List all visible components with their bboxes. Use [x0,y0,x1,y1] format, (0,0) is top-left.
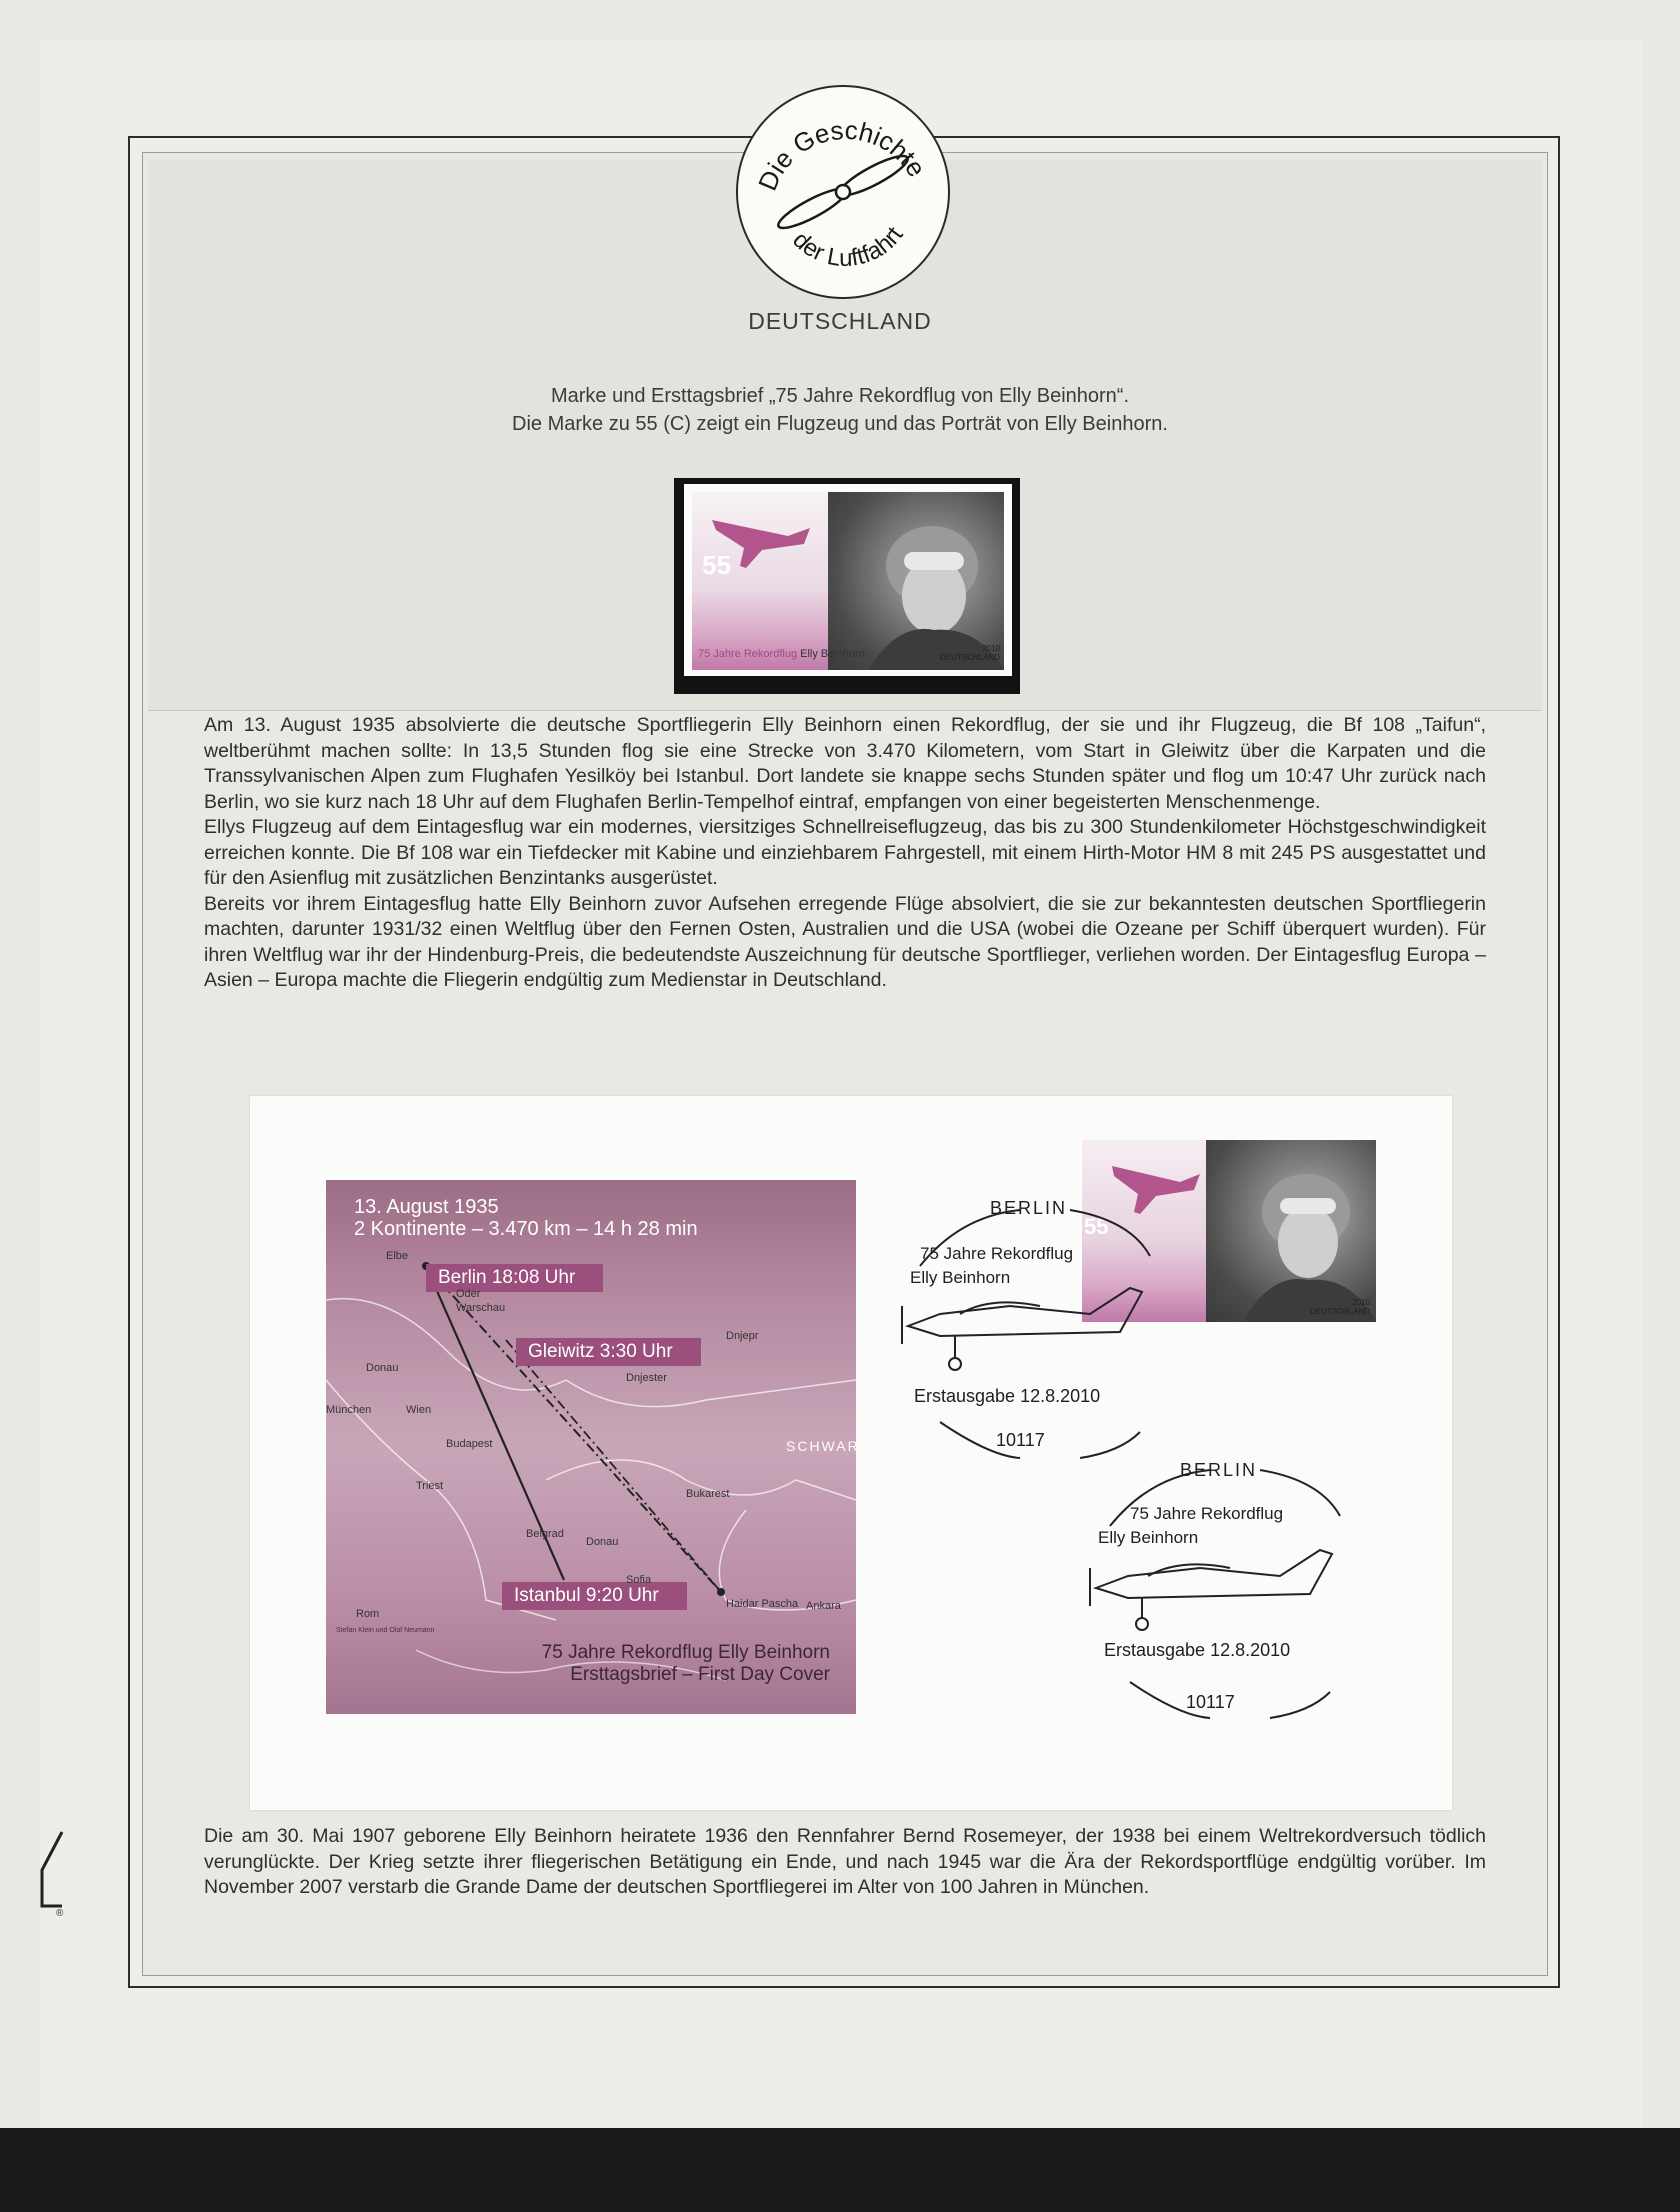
stamp-country-name: DEUTSCHLAND [939,653,1000,662]
cover-stamp-portrait [1206,1140,1376,1322]
postmark-1-line1: 75 Jahre Rekordflug [920,1244,1074,1263]
postage-stamp [684,484,1012,676]
map-place: Dnjester [626,1372,667,1384]
monoplane-icon [902,1288,1142,1370]
label-berlin: Berlin 18:08 Uhr [426,1264,603,1292]
postmark-1-line2: Elly Beinhorn [910,1268,1011,1287]
card-title [354,1196,698,1240]
map-place: Ankara [806,1600,841,1612]
postmark-2-line2: Elly Beinhorn [1098,1528,1199,1547]
label-istanbul: Istanbul 9:20 Uhr [502,1582,687,1610]
map-place: Dnjepr [726,1330,759,1342]
postmark-1-date: Erstausgabe 12.8.2010 [914,1386,1101,1406]
map-place: Warschau [456,1302,506,1314]
label-gleiwitz: Gleiwitz 3:30 Uhr [516,1338,701,1366]
cover-stamp-country [1310,1298,1370,1316]
stamp-year: 2010 [982,644,1000,653]
intro-line-1: Marke und Ersttagsbrief „75 Jahre Rekordflug von Elly Beinhorn“. [550,385,1130,407]
card-footer [542,1642,830,1686]
postmark-2-lines [1070,1456,1360,1726]
stamp-value: 55 [702,550,731,580]
cover-stamp-value: 55 [1084,1214,1109,1239]
registered-mark: ® [56,1908,64,1919]
logo-top-path: Die Geschichte [752,114,933,195]
card-title-date: 13. August 1935 [354,1196,499,1218]
history-text-2: Die am 30. Mai 1907 geborene Elly Beinhorn heiratete 1936 den Rennfahrer Bernd Rosemeyer, der 1938 bei einem Weltrekordversuch tödlich verunglückte. Der Krieg setzte ihrer fliegerischen Betätigung ein Ende, und nach 1945 war die Ära der Rekordsportflüge endgültig vorüber. Im November 2007 verstarb die Grande Dame der deutschen Sportfliegerei im Alter von 100 Jahren in München. [204,1825,1486,1898]
map-place: Elbe [386,1250,409,1262]
map-place: Triest [416,1480,444,1492]
map-place: Wien [406,1404,432,1416]
cover-map-card [326,1180,871,1714]
stamp-caption-pink: 75 Jahre Rekordflug [698,648,798,660]
map-place: Donau [586,1536,619,1548]
card-title-stats: 2 Kontinente – 3.470 km – 14 h 28 min [354,1218,698,1240]
map-place: Budapest [446,1438,493,1450]
stamp-caption [698,648,865,660]
paragraph-2: Ellys Flugzeug auf dem Eintagesflug war ein modernes, viersitziges Schnellreiseflugzeug, das bis zu 300 Stundenkilometer Höchstgeschwindigkeit erreichen konnte. Die Bf 108 war ein Tiefdecker mit Kabine und einziehbarem Fahrgestell, mit einem Hirth-Motor HM 8 mit 245 PS ausgestattet und für den Asienflug mit zusätzlichen Benzintanks ausgerüstet. [204,816,1486,889]
postmark-1-city: BERLIN [990,1198,1068,1218]
cover-stamp-year: 2010 [1352,1298,1370,1307]
stamp-caption-dark: Elly Beinhorn [800,648,865,660]
stamp-sky-panel [692,492,828,670]
card-footer-line-2: Ersttagsbrief – First Day Cover [570,1664,830,1685]
postmark-2-city: BERLIN [1180,1460,1258,1480]
postmark-2-line1: 75 Jahre Rekordflug [1130,1504,1284,1523]
paragraph-1: Am 13. August 1935 absolvierte die deutsche Sportfliegerin Elly Beinhorn einen Rekordflug, der sie und ihr Flugzeug, die Bf 108 „Taifun“, weltberühmt machen sollte: In 13,5 Stunden flog sie eine Strecke von 3.470 Kilometern, vom Start in Gleiwitz über die Karpaten und die Transsylvanischen Alpen zum Flughafen Yesilköy bei Istanbul. Dort landete sie knappe sechs Stunden später und flog um 10:47 Uhr zurück nach Berlin, wo sie kurz nach 18 Uhr auf dem Flughafen Berlin-Tempelhof eintraf, empfangen von einer begeisterten Menschenmenge. [204,714,1486,813]
map-place: Donau [366,1362,399,1374]
stamp-country [940,644,1000,662]
card-credit: Stefan Klein und Olaf Neumann [336,1627,435,1634]
logo-bottom-path: der Luftfahrt [787,222,909,273]
map-place: SCHWARZ [786,1438,871,1454]
portrait-image [1206,1140,1376,1322]
map-place: Haidar Pascha [726,1598,799,1610]
history-text-1 [204,713,1486,994]
postmark-1-zip: 10117 [996,1430,1045,1450]
aviation-history-logo [733,82,953,302]
map-place: Oder [456,1288,481,1300]
cover-stamp-country-name: DEUTSCHLAND [1309,1307,1370,1316]
card-footer-line-1: 75 Jahre Rekordflug Elly Beinhorn [541,1642,830,1663]
map-place: Rom [356,1608,380,1620]
postmark-2-zip: 10117 [1186,1692,1235,1712]
intro-text [0,382,1680,438]
map-place: Belgrad [526,1528,564,1540]
album-edge-mark [40,1830,64,1908]
intro-line-2: Die Marke zu 55 (C) zeigt ein Flugzeug und das Porträt von Elly Beinhorn. [512,413,1168,435]
country-heading: DEUTSCHLAND [748,308,932,334]
monoplane-icon [1090,1550,1332,1630]
postmark-2-date: Erstausgabe 12.8.2010 [1104,1640,1291,1660]
map-place: Sofia [626,1574,652,1586]
photo-background [0,2128,1680,2212]
map-place: München [326,1404,372,1416]
map-place: Bukarest [686,1488,730,1500]
paragraph-3: Bereits vor ihrem Eintagesflug hatte Elly Beinhorn zuvor Aufsehen erregende Flüge absolviert, die sie zur bekanntesten deutschen Sportfliegerin machten, darunter 1931/32 einen Weltflug über den Fernen Osten, Australien und die USA (wobei die Ozeane per Schiff überquert wurden). Für ihren Weltflug war ihr der Hindenburg-Preis, die bedeutendste Auszeichnung für deutsche Sportflieger, verliehen worden. Der Eintagesflug Europa – Asien – Europa machte die Fliegerin endgültig zum Medienstar in Deutschland. [204,892,1486,991]
